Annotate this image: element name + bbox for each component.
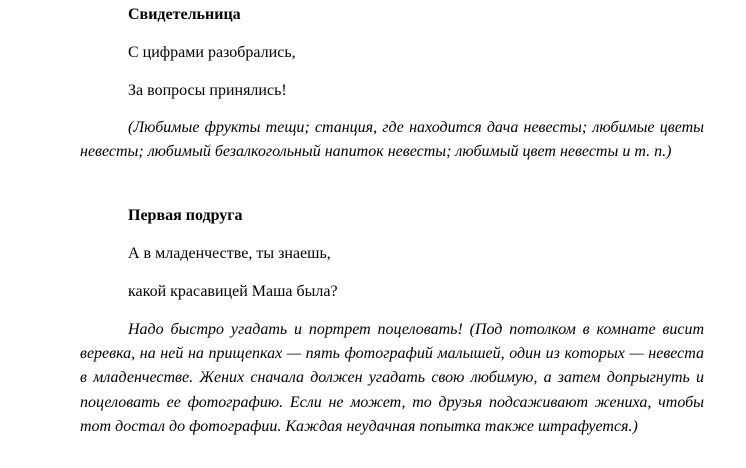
verse-line: За вопросы принялись! <box>128 82 287 99</box>
stage-direction: Надо быстро угадать и портрет поцеловать! (Под потолком в комнате висит веревка, на ней на прищепках — пять фотографий малышей, один из которых — невеста в младенчестве. Жених сначала должен угадать свою любимую, а затем допрыгнуть и поцеловать ее фотографию. Если не может, то друзья подсаживают жениха, чтобы тот достал до фотографии. Каждая неудачная попытка также штрафуется.) <box>80 321 704 435</box>
speaker-name: Первая подруга <box>128 207 243 224</box>
verse-line: С цифрами разобрались, <box>128 44 296 61</box>
stage-direction: (Любимые фрукты тещи; станция, где находится дача невесты; любимые цветы невесты; любимый безалкогольный напиток невесты; любимый цвет невесты и т. п.) <box>80 119 704 160</box>
verse-line: А в младенчестве, ты знаешь, <box>128 245 331 262</box>
speaker-name: Свидетельница <box>128 6 241 23</box>
verse-line: какой красавицей Маша была? <box>128 283 338 300</box>
